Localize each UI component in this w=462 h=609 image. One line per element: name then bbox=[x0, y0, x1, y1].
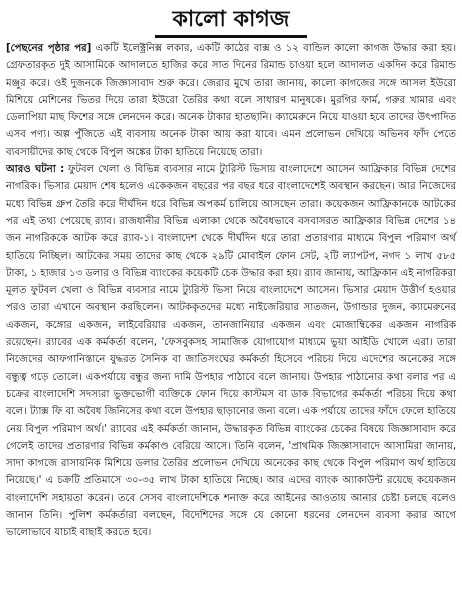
headline-container bbox=[6, 4, 456, 36]
continued-from-label: [পেছনের পৃষ্ঠার পর] bbox=[6, 43, 92, 54]
paragraph-2 bbox=[6, 161, 456, 542]
paragraph-2-text: ফুটবল খেলা ও বিভিন্ন ব্যবসার নামে ট্যুরিস্ট ভিসায় বাংলাদেশে আসেন আফ্রিকার বিভিন্ন দেশের নাগরিক। ভিসার মেয়াদ শেষ হলেও একেকজন বছরের পর বছর ধরে বাংলাদেশেই অবস্থান করছেন। আর নিজেদের মধ্যে বিভিন্ন গ্রুপ তৈরি করে দীর্ঘদিন ধরে বিভিন্ন অপকর্ম চালিয়ে আসছেন তারা। কয়েকজন আফ্রিকানকে আটকের পর এই তথ্য পেয়েছে র‍্যাব। রাজধানীর বিভিন্ন এলাকা থেকে অবৈধভাবে বসবাসরত আফ্রিকার বিভিন্ন দেশের ১৪ জন নাগরিককে আটক করে র‍্যাব-১। বাংলাদেশ থেকে দীর্ঘদিন ধরে তারা প্রতারণার মাধ্যমে বিপুল পরিমাণ অর্থ হাতিয়ে নিচ্ছিল। আটকের সময় তাদের কাছ থেকে ২৯টি মোবাইল ফোন সেট, ২টি ল্যাপটপ, নগদ ১ লাখ ৫৮৫ টাকা, ১ হাজার ১৩ ডলার ও বিভিন্ন ব্যাংকের কয়েকটি চেক উদ্ধার করা হয়। র‍্যাব জানায়, আফ্রিকান এই নাগরিকরা মূলত ফুটবল খেলা ও বিভিন্ন ব্যবসার নামে ট্যুরিস্ট ভিসা নিয়ে বাংলাদেশে আসেন। ভিসার মেয়াদ উত্তীর্ণ হওয়ার পরও তারা এখানে অবস্থান করছিলেন। আটককৃতদের মধ্যে নাইজেরিয়ার সাতজন, উগান্ডার দুজন, ক্যামেরুনের একজন, কঙ্গোর একজন, লাইবেরিয়ার একজন, তানজানিয়ার একজন এবং মোজাম্বিকের একজন নাগরিক রয়েছেন। র‍্যাবের এক কর্মকর্তা বলেন, 'ফেসবুকসহ সামাজিক যোগাযোগ মাধ্যমে ভুয়া আইডি খোলে এরা। তারা নিজেদের আফগানিস্তানে যুদ্ধরত সৈনিক বা জাতিসংঘের কর্মকর্তা হিসেবে পরিচয় দিয়ে এদেশের অনেকের সঙ্গে বন্ধুত্ব গড়ে তোলে। একপর্যায়ে বন্ধুর জন্য দামি উপহার পাঠাবে বলে জানায়। উপহার পাঠানোর কথা বলার পর এ চক্রের বাংলাদেশি সদস্যরা ভুক্তভোগী ব্যক্তিকে ফোন দিয়ে কাস্টমস বা ডাক বিভাগের কর্মকর্তা পরিচয় দিয়ে কথা বলে। ট্যাক্স ফি বা অবৈধ জিনিসের কথা বলে উপহার ছাড়ানোর জন্য বলে। এক পর্যায়ে তাদের ফাঁদে ফেলে হাতিয়ে নেয় বিপুল পরিমাণ অর্থ।' র‍্যাবের এই কর্মকর্তা জানান, উদ্ধারকৃত বিভিন্ন ব্যাংকের চেকের বিষয়ে জিজ্ঞাসাবাদ করে গেলেই তাদের প্রতারণার বিভিন্ন কর্মকাণ্ড বেরিয়ে আসে। তিনি বলেন, 'প্রাথমিক জিজ্ঞাসাবাদে আসামিরা জানায়, সাদা কাগজে রাসায়নিক মিশিয়ে ডলার তৈরির প্রলোভন দেখিয়ে অনেকের কাছ থেকে বিপুল পরিমাণ অর্থ হাতিয়ে নিয়েছে।' এ চক্রটি প্রতিমাসে ৩০-৩৫ লাখ টাকা হাতিয়ে নিচ্ছে। আর এদের ব্যাংক অ্যাকাউন্ট রয়েছে কয়েকজন বাংলাদেশি সহায়তা করেন। তবে সেসব বাংলাদেশিকে শনাক্ত করে আইনের আওতায় আনার চেষ্টা চলছে বলেও জানান তিনি। পুলিশ কর্মকর্তারা বলছেন, বিদেশিদের সঙ্গে যে কোনো ধরনের লেনদেন ব্যবসা করার আগে ভালোভাবে যাচাই বাছাই করতে হবে। bbox=[6, 164, 457, 539]
paragraph-1-text: একটি ইলেক্ট্রনিক্স লকার, একটি কাঠের বাক্স ও ১২ বান্ডিল কালো কাগজ উদ্ধার করা হয়। গ্রেফতারকৃত দুই আসামিকে আদালতে হাজির করে সাত দিনের রিমান্ড চাওয়া হলে আদালত একদিন করে রিমান্ড মঞ্জুর করে। ওই দুজনকে জিজ্ঞাসাবাদ শুরু করে। জেরার মুখে তারা জানায়, কালো কাগজের সঙ্গে আসল ইউরো মিশিয়ে মেশিনের ভিতর দিয়ে তারা ইউরো তৈরির কথা বলে সাধারণ মানুষকে। মুরগির ফার্ম, গরুর খামার এবং ডেলাপিয়া মাছ ফিশের সঙ্গে লেনদেন করে। অনেক টাকার হাতছানি। ক্যামেরুনে নিয়ে যাওয়া হবে তাদের উৎপাদিত এসব পণ্য। অল্প পুঁজিতে এই ব্যবসায় অনেক টাকা আয় করা যাবে। এমন প্রলোভন দেখিয়ে অভিনব ফাঁদ পেতে ব্যবসায়ীদের কাছ থেকে বিপুল অঙ্কের টাকা হাতিয়ে নিয়েছে তারা। bbox=[6, 43, 456, 158]
more-events-label: আরও ঘটনা : bbox=[6, 164, 65, 176]
headline: কালো কাগজ bbox=[155, 4, 308, 38]
paragraph-1 bbox=[6, 40, 456, 161]
article-body bbox=[6, 40, 456, 542]
